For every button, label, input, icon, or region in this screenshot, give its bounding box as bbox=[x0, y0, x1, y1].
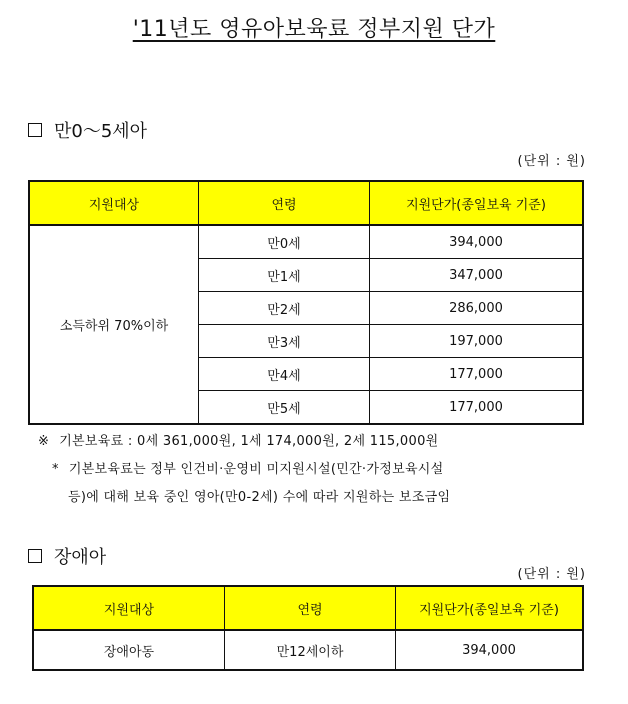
section-heading-age: 만0～5세아 bbox=[28, 117, 147, 143]
amount-cell: 177,000 bbox=[370, 358, 584, 391]
header-target: 지원대상 bbox=[33, 586, 225, 630]
header-amount: 지원단가(종일보육 기준) bbox=[396, 586, 584, 630]
target-cell: 소득하위 70%이하 bbox=[29, 225, 199, 424]
age-cell: 만1세 bbox=[199, 259, 370, 292]
header-age: 연령 bbox=[199, 181, 370, 225]
header-target: 지원대상 bbox=[29, 181, 199, 225]
amount-cell: 177,000 bbox=[370, 391, 584, 425]
amount-cell: 286,000 bbox=[370, 292, 584, 325]
checkbox-square-icon bbox=[28, 123, 42, 137]
amount-cell: 347,000 bbox=[370, 259, 584, 292]
amount-cell: 394,000 bbox=[396, 630, 584, 670]
table-row bbox=[33, 630, 583, 670]
section-heading-disabled: 장애아 bbox=[28, 543, 106, 569]
note-line: * 기본보육료는 정부 인건비·운영비 미지원시설(민간·가정보육시설 bbox=[52, 462, 444, 477]
age-cell: 만3세 bbox=[199, 325, 370, 358]
header-age: 연령 bbox=[225, 586, 396, 630]
note-line: 등)에 대해 보육 중인 영아(만0-2세) 수에 따라 지원하는 보조금임 bbox=[68, 490, 451, 505]
table-header-row bbox=[29, 181, 583, 225]
amount-cell: 394,000 bbox=[370, 225, 584, 259]
subsidy-table-disabled bbox=[32, 585, 584, 671]
age-cell: 만0세 bbox=[199, 225, 370, 259]
table-row bbox=[29, 225, 583, 259]
age-cell: 만5세 bbox=[199, 391, 370, 425]
checkbox-square-icon bbox=[28, 549, 42, 563]
subsidy-table-age bbox=[28, 180, 584, 425]
age-cell: 만12세이하 bbox=[225, 630, 396, 670]
table-header-row bbox=[33, 586, 583, 630]
age-cell: 만2세 bbox=[199, 292, 370, 325]
note-line: ※ 기본보육료 : 0세 361,000원, 1세 174,000원, 2세 115,000원 bbox=[38, 434, 439, 449]
unit-label: (단위 : 원) bbox=[517, 154, 586, 169]
target-cell: 장애아동 bbox=[33, 630, 225, 670]
header-amount: 지원단가(종일보육 기준) bbox=[370, 181, 584, 225]
unit-label: (단위 : 원) bbox=[517, 567, 586, 582]
page-title: '11년도 영유아보육료 정부지원 단가 bbox=[132, 17, 496, 42]
amount-cell: 197,000 bbox=[370, 325, 584, 358]
age-cell: 만4세 bbox=[199, 358, 370, 391]
